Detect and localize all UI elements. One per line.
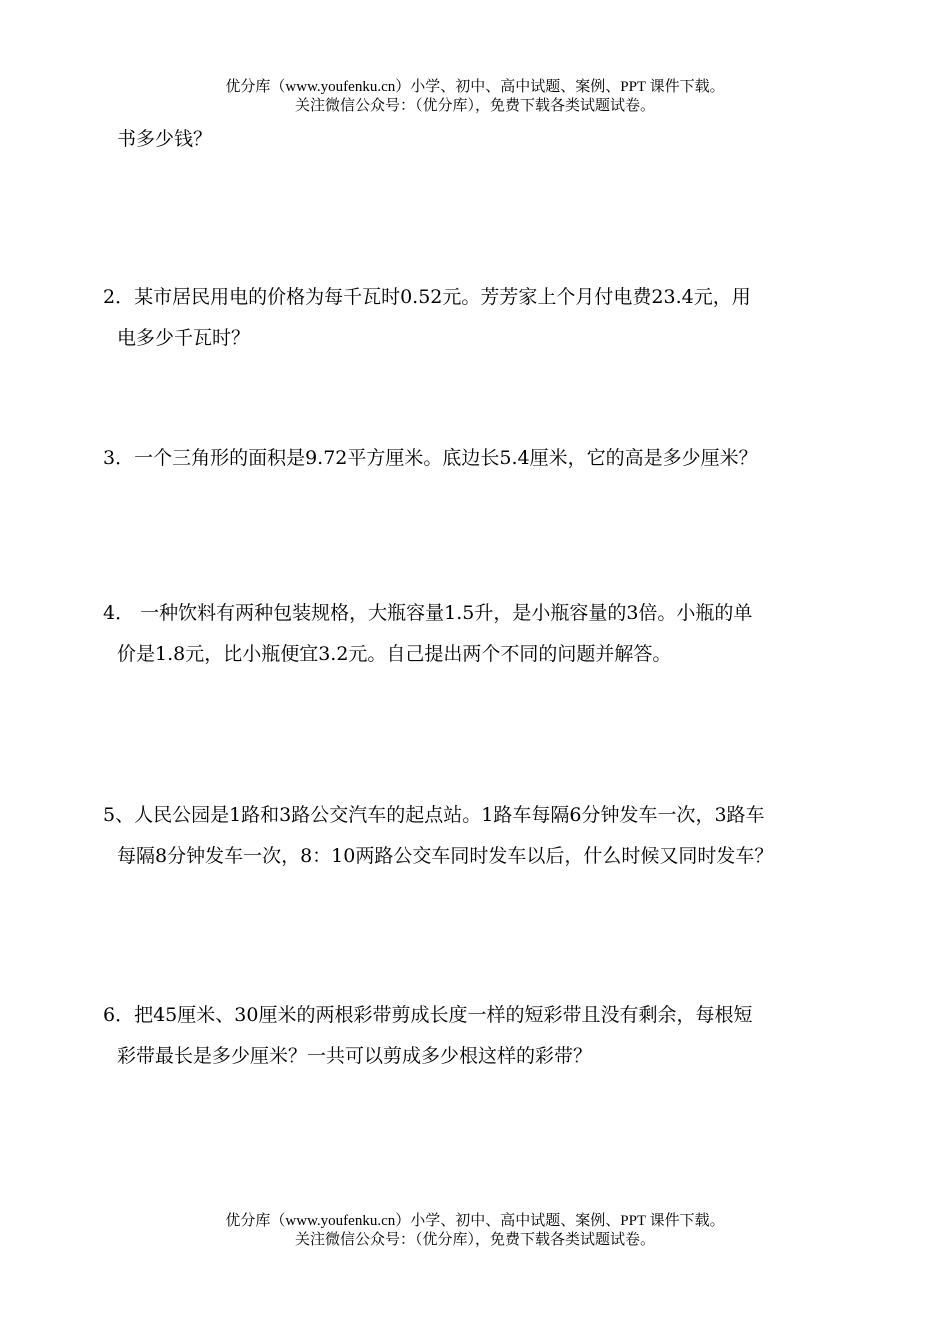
header-line-2: 关注微信公众号：（优分库），免费下载各类试题试卷。 bbox=[294, 98, 655, 114]
footer-line-1: 优分库（www.youfenku.cn）小学、初中、高中试题、案例、PPT 课件下载。 bbox=[225, 1213, 725, 1229]
question-2 bbox=[103, 277, 863, 359]
question-3 bbox=[103, 438, 863, 479]
question-4-line-1: 4． 一种饮料有两种包装规格，大瓶容量1.5升，是小瓶容量的3倍。小瓶的单 bbox=[103, 602, 753, 624]
question-6-line-1: 6．把45厘米、30厘米的两根彩带剪成长度一样的短彩带且没有剩余，每根短 bbox=[103, 1004, 753, 1026]
question-2-line-1: 2．某市居民用电的价格为每千瓦时0.52元。芳芳家上个月付电费23.4元，用 bbox=[103, 286, 751, 308]
question-5-line-1: 5、人民公园是1路和3路公交汽车的起点站。1路车每隔6分钟发车一次，3路车 bbox=[103, 804, 765, 826]
header-line-1: 优分库（www.youfenku.cn）小学、初中、高中试题、案例、PPT 课件下载。 bbox=[225, 79, 725, 95]
question-4 bbox=[103, 593, 863, 675]
question-6-line-2: 彩带最长是多少厘米？一共可以剪成多少根这样的彩带？ bbox=[117, 1045, 593, 1067]
continuation-line: 书多少钱？ bbox=[117, 128, 213, 150]
question-4-line-2: 价是1.8元，比小瓶便宜3.2元。自己提出两个不同的问题并解答。 bbox=[117, 643, 672, 665]
footer-line-2: 关注微信公众号：（优分库），免费下载各类试题试卷。 bbox=[294, 1232, 655, 1248]
question-2-line-2: 电多少千瓦时？ bbox=[117, 327, 251, 349]
question-5 bbox=[103, 795, 863, 877]
question-3-line-1: 3．一个三角形的面积是9.72平方厘米。底边长5.4厘米，它的高是多少厘米？ bbox=[103, 447, 758, 469]
page-header bbox=[0, 78, 950, 116]
question-5-line-2: 每隔8分钟发车一次，8：10两路公交车同时发车以后，什么时候又同时发车？ bbox=[117, 845, 774, 867]
continuation-text bbox=[103, 119, 863, 160]
question-6 bbox=[103, 995, 863, 1077]
page-footer bbox=[0, 1212, 950, 1250]
